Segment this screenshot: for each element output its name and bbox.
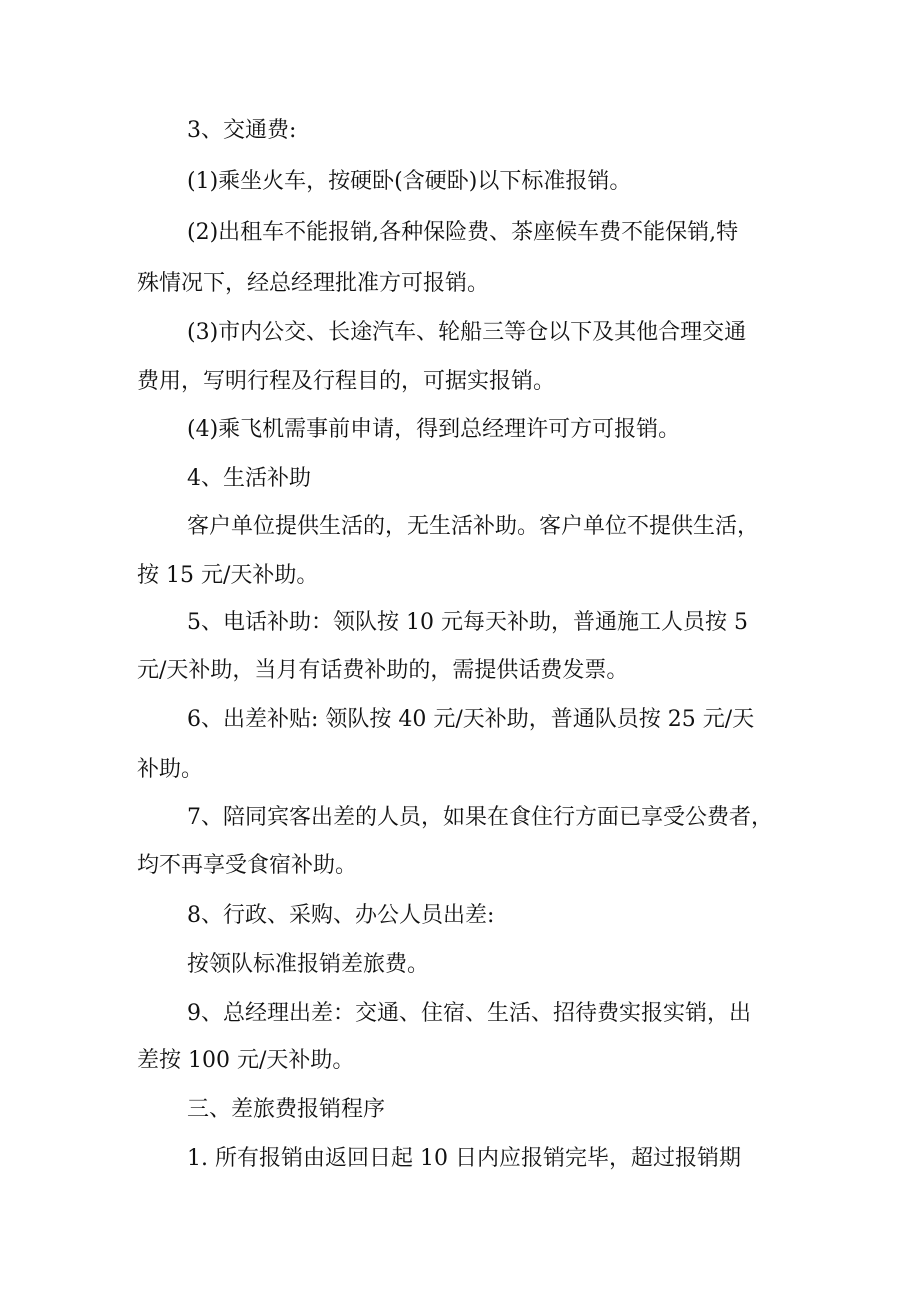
paragraph-line: 客户单位提供生活的，无生活补助。客户单位不提供生活， (187, 514, 760, 539)
paragraph-line: (3)市内公交、长途汽车、轮船三等仓以下及其他合理交通 (187, 320, 747, 345)
paragraph-line: 7、陪同宾客出差的人员，如果在食住行方面已享受公费者， (187, 805, 773, 830)
paragraph-line: 费用，写明行程及行程目的，可据实报销。 (137, 369, 556, 394)
paragraph-line: 9、总经理出差：交通、住宿、生活、招待费实报实销，出 (187, 1001, 751, 1026)
paragraph-line: (2)出租车不能报销,各种保险费、茶座候车费不能保销,特 (187, 220, 739, 245)
section-heading-living-allowance: 4、生活补助 (187, 466, 311, 491)
paragraph-line: 差按 100 元/天补助。 (137, 1048, 355, 1073)
paragraph-line: (4)乘飞机需事前申请，得到总经理许可方可报销。 (187, 417, 681, 442)
section-heading-reimbursement-procedure: 三、差旅费报销程序 (187, 1097, 386, 1122)
paragraph-line: 殊情况下，经总经理批准方可报销。 (137, 271, 490, 296)
section-heading-transport: 3、交通费: (187, 118, 297, 143)
paragraph-line: 1. 所有报销由返回日起 10 日内应报销完毕，超过报销期 (187, 1146, 741, 1171)
paragraph-line: 补助。 (137, 757, 204, 782)
paragraph-line: 元/天补助，当月有话费补助的，需提供话费发票。 (137, 658, 629, 683)
paragraph-line: 8、行政、采购、办公人员出差: (187, 903, 495, 928)
paragraph-line: 均不再享受食宿补助。 (137, 853, 358, 878)
paragraph-line: 5、电话补助：领队按 10 元每天补助，普通施工人员按 5 (187, 610, 748, 635)
paragraph-line: (1)乘坐火车，按硬卧(含硬卧)以下标准报销。 (187, 169, 632, 194)
paragraph-line: 6、出差补贴: 领队按 40 元/天补助，普通队员按 25 元/天 (187, 707, 755, 732)
paragraph-line: 按 15 元/天补助。 (137, 563, 319, 588)
paragraph-line: 按领队标准报销差旅费。 (187, 952, 430, 977)
